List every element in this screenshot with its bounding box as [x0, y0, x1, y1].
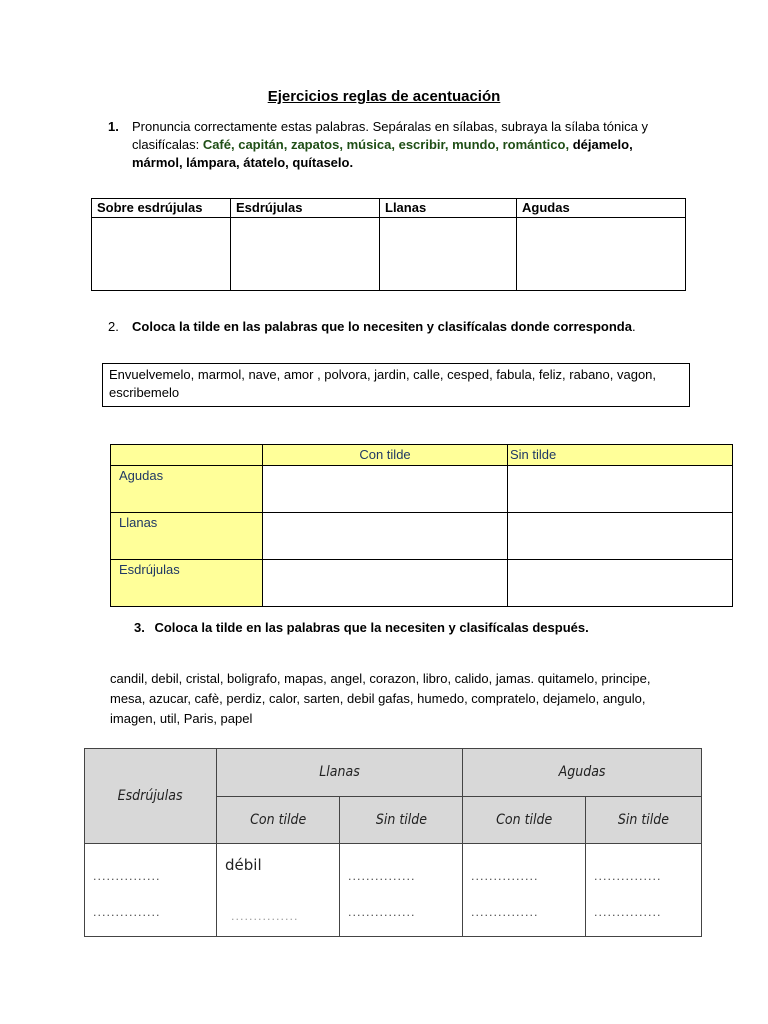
table-row	[111, 513, 733, 560]
answer-cell[interactable]	[586, 844, 702, 937]
header-llanas	[217, 749, 463, 797]
answer-cell[interactable]	[263, 466, 508, 513]
table-row	[111, 466, 733, 513]
header-llanas-con-tilde	[217, 796, 340, 844]
header-agudas	[463, 749, 702, 797]
dotted-line: ...............	[594, 906, 662, 919]
label-sin-tilde: Sin tilde	[617, 811, 670, 828]
header-llanas: Llanas	[380, 199, 517, 218]
question-1-words-black: déjamelo, mármol, lámpara, átatelo, quítaselo.	[132, 137, 633, 170]
question-1-number: 1.	[108, 119, 119, 134]
page-title: Ejercicios reglas de acentuación	[267, 88, 501, 105]
answer-cell[interactable]	[508, 513, 733, 560]
label-con-tilde: Con tilde	[249, 811, 307, 828]
label-con-tilde: Con tilde	[495, 811, 553, 828]
answer-cell[interactable]	[340, 844, 463, 937]
question-2-period: .	[631, 319, 636, 334]
header-esdrujulas	[85, 749, 217, 844]
classification-table-3	[84, 748, 702, 937]
header-esdrujulas: Esdrújulas	[231, 199, 380, 218]
answer-cell[interactable]	[92, 218, 231, 291]
header-sobre-esdrujulas: Sobre esdrújulas	[92, 199, 231, 218]
header-llanas-label: Llanas	[319, 764, 360, 781]
table-row	[85, 749, 702, 797]
dotted-line: ...............	[348, 906, 416, 919]
question-1	[110, 118, 670, 172]
header-agudas-label: Agudas	[558, 764, 606, 781]
header-agudas-sin-tilde	[586, 796, 702, 844]
answer-cell[interactable]	[263, 560, 508, 607]
dotted-line: ...............	[594, 870, 662, 883]
table-row	[85, 844, 702, 937]
classification-table-2	[110, 444, 733, 607]
header-agudas-con-tilde	[463, 796, 586, 844]
dotted-line: ...............	[471, 906, 539, 919]
answer-cell[interactable]	[463, 844, 586, 937]
row-label-llanas: Llanas	[111, 513, 263, 560]
word-list-3: candil, debil, cristal, boligrafo, mapas, angel, corazon, libro, calido, jamas. quitamelo, principe, mesa, azucar, cafè, perdiz, calor, sarten, debil gafas, humedo, compratelo, dejamelo, angulo, imagen, util, Paris, papel	[110, 671, 651, 726]
dotted-line: ...............	[93, 870, 161, 883]
label-sin-tilde: Sin tilde	[375, 811, 427, 828]
dotted-line: ...............	[348, 870, 416, 883]
dotted-line: ...............	[93, 906, 161, 919]
table-row	[111, 560, 733, 607]
dotted-line: ...............	[471, 870, 539, 883]
table-row	[111, 445, 733, 466]
header-con-tilde: Con tilde	[263, 445, 508, 466]
table-row	[92, 218, 686, 291]
question-1-words-green: Café, capitán, zapatos, música, escribir, mundo, romántico,	[202, 137, 570, 152]
classification-table-1	[91, 198, 686, 291]
question-3-text: Coloca la tilde en las palabras que la necesiten y clasifícalas después.	[154, 620, 589, 635]
answer-cell[interactable]	[231, 218, 380, 291]
example-word: débil	[225, 856, 262, 874]
answer-cell[interactable]	[217, 844, 340, 937]
header-llanas-sin-tilde	[340, 796, 463, 844]
table-row	[92, 199, 686, 218]
corner-cell	[111, 445, 263, 466]
word-box: Envuelvemelo, marmol, nave, amor , polvora, jardin, calle, cesped, fabula, feliz, rabano, vagon, escribemelo	[102, 363, 690, 407]
header-esdrujulas-label: Esdrújulas	[118, 788, 183, 804]
answer-cell[interactable]	[263, 513, 508, 560]
question-2	[110, 319, 750, 334]
question-2-number: 2.	[108, 319, 119, 334]
question-3-number: 3.	[134, 620, 145, 635]
answer-cell[interactable]	[517, 218, 686, 291]
question-3	[134, 620, 754, 635]
answer-cell[interactable]	[380, 218, 517, 291]
question-2-text: Coloca la tilde en las palabras que lo necesiten y clasifícalas donde corresponda	[132, 319, 632, 334]
answer-cell[interactable]	[508, 560, 733, 607]
dotted-line: ...............	[231, 910, 299, 923]
row-label-esdrujulas: Esdrújulas	[111, 560, 263, 607]
answer-cell[interactable]	[508, 466, 733, 513]
answer-cell[interactable]	[85, 844, 217, 937]
header-sin-tilde: Sin tilde	[508, 445, 733, 466]
row-label-agudas: Agudas	[111, 466, 263, 513]
question-1-text: Pronuncia correctamente estas palabras. Sepáralas en sílabas, subraya la sílaba tónica y clasifícalas:	[132, 119, 648, 152]
header-agudas: Agudas	[517, 199, 686, 218]
